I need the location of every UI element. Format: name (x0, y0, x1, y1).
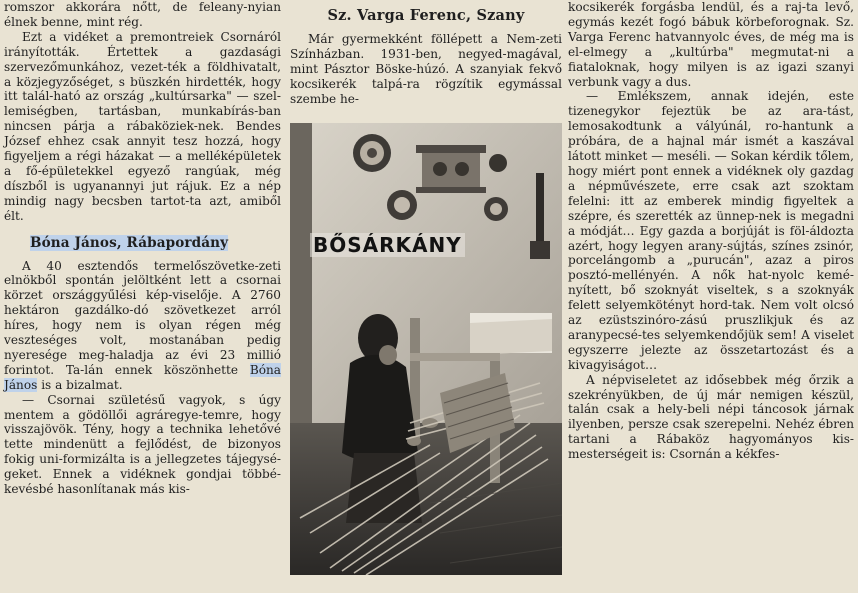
article-column-middle (290, 0, 562, 106)
paragraph-text: is a bizalmat. (37, 377, 123, 392)
section-heading-bona-janos (4, 236, 281, 251)
section-heading-varga-ferenc: Sz. Varga Ferenc, Szany (327, 7, 525, 24)
section-heading-text: Bóna János, Rábapordány (30, 234, 229, 251)
photo-caption: BŐSÁRKÁNY (310, 233, 465, 257)
paragraph: — Csornai születésű vagyok, s úgy mentem a gödöllői agráregye-temre, hogy visszajövök. Tény, hogy a technika lehetővé tette mindenütt a fejlődést, de bizonyos fokig uni-formizálta is a jellegzetes tájegysé-geket. Ennek a vidéknek gondjai többé-kevésbé hasonlítanak más kis- (4, 392, 281, 497)
article-column-left (4, 0, 281, 497)
paragraph: Ezt a vidéket a premontreiek Csornáról irányították. Értettek a gazdasági szervezőmunkához, vezet-ték a földhivatalt, a közjegyzőséget, s büszkén hirdették, hogy itt talál-ható az ország „kultúrsarka" — szel-lemiségben, tartásban, munkabírás-ban nincsen párja a rábaköziek-nek. Bendes József ehhez csak annyit tesz hozzá, hogy figyeljem a régi házakat — a melléképületek a fő-épületekkel egyező rangúak, még díszből is ugyanannyi jut rájuk. Ez a nép mindig nagy becsben tartot-ta azt, amiből élt. (4, 29, 281, 223)
paragraph-text: A 40 esztendős termelőszövetke-zeti elnökből spontán jelöltként lett a csornai körzet országgyűlési kép-viselője. A 2760 hektáron gazdálko-dó szövetkezet arról híres, hogy nem is olyan régen még veszteséges volt, mostanában pedig nyeresége meg-haladja az évi 23 millió forintot. Ta-lán ennek köszönhette (4, 258, 281, 377)
paragraph: romszor akkorára nőtt, de feleany-nyian élnek benne, mint rég. (4, 0, 281, 29)
paragraph: kocsikerék forgásba lendül, és a raj-ta levő, egymás kezét fogó bábuk körbeforognak. Sz. Varga Ferenc hatvannyolc éves, de még ma is el-elmegy a „kultúrba" megmutat-ni a fiataloknak, hogy milyen is az igazi szanyi verbunk vagy a dus. (568, 0, 854, 89)
paragraph: Már gyermekként föllépett a Nem-zeti Színházban. 1931-ben, negyed-magával, mint Pásztor Böske-húzó. A szanyiak fekvő kocsikerék talpá-ra rögzítik egymással szembe he- (290, 31, 562, 106)
photo-illustration (290, 123, 562, 575)
paragraph: — Emlékszem, annak idején, este tizenegykor fejeztük be az ara-tást, lemosakodtunk a vályúnál, ro-hantunk a próbára, de a hajnal már ismét a kaszával látott minket — meséli. — Sokan kérdik tőlem, hogy miért pont ennek a vidéknek oly gazdag a népművészete, erre csak azt szoktam felelni: itt az emberek mindig figyeltek a szépre, és szerették az ünnep-nek is megadni a módját… Egy gazda a borjúját is föl-áldozta azért, hogy legyen arany-sújtás, színes zsinór, porcelángomb a „purucán", azaz a piros posztó-mellényén. A nők hat-nyolc kemé-nyített, bő szoknyát viseltek, s a szoknyák felett selyemkötényt hord-tak. Nem volt olcsó az ezüstszinóro-zású pruszlikjuk és az aranypecsé-tes selyemkendőjük sem! A viselet egyszerre jelezte az összetartozást és a kivagyiságot… (568, 89, 854, 372)
paragraph: A népviseletet az idősebbek még őrzik a szekrényükben, de új már nemigen készül, talán csak a hely-beli népi táncosok járnak ilyenben, persze csak szerepelni. Nehéz ébren tartani a Rábaköz hagyományos kis-mesterségeit is: Csornán a kékfes- (568, 372, 854, 462)
article-column-right (568, 0, 854, 462)
paragraph (4, 259, 281, 393)
photo-weaver (290, 123, 562, 575)
highlighted-name: Bóna János (4, 362, 281, 392)
